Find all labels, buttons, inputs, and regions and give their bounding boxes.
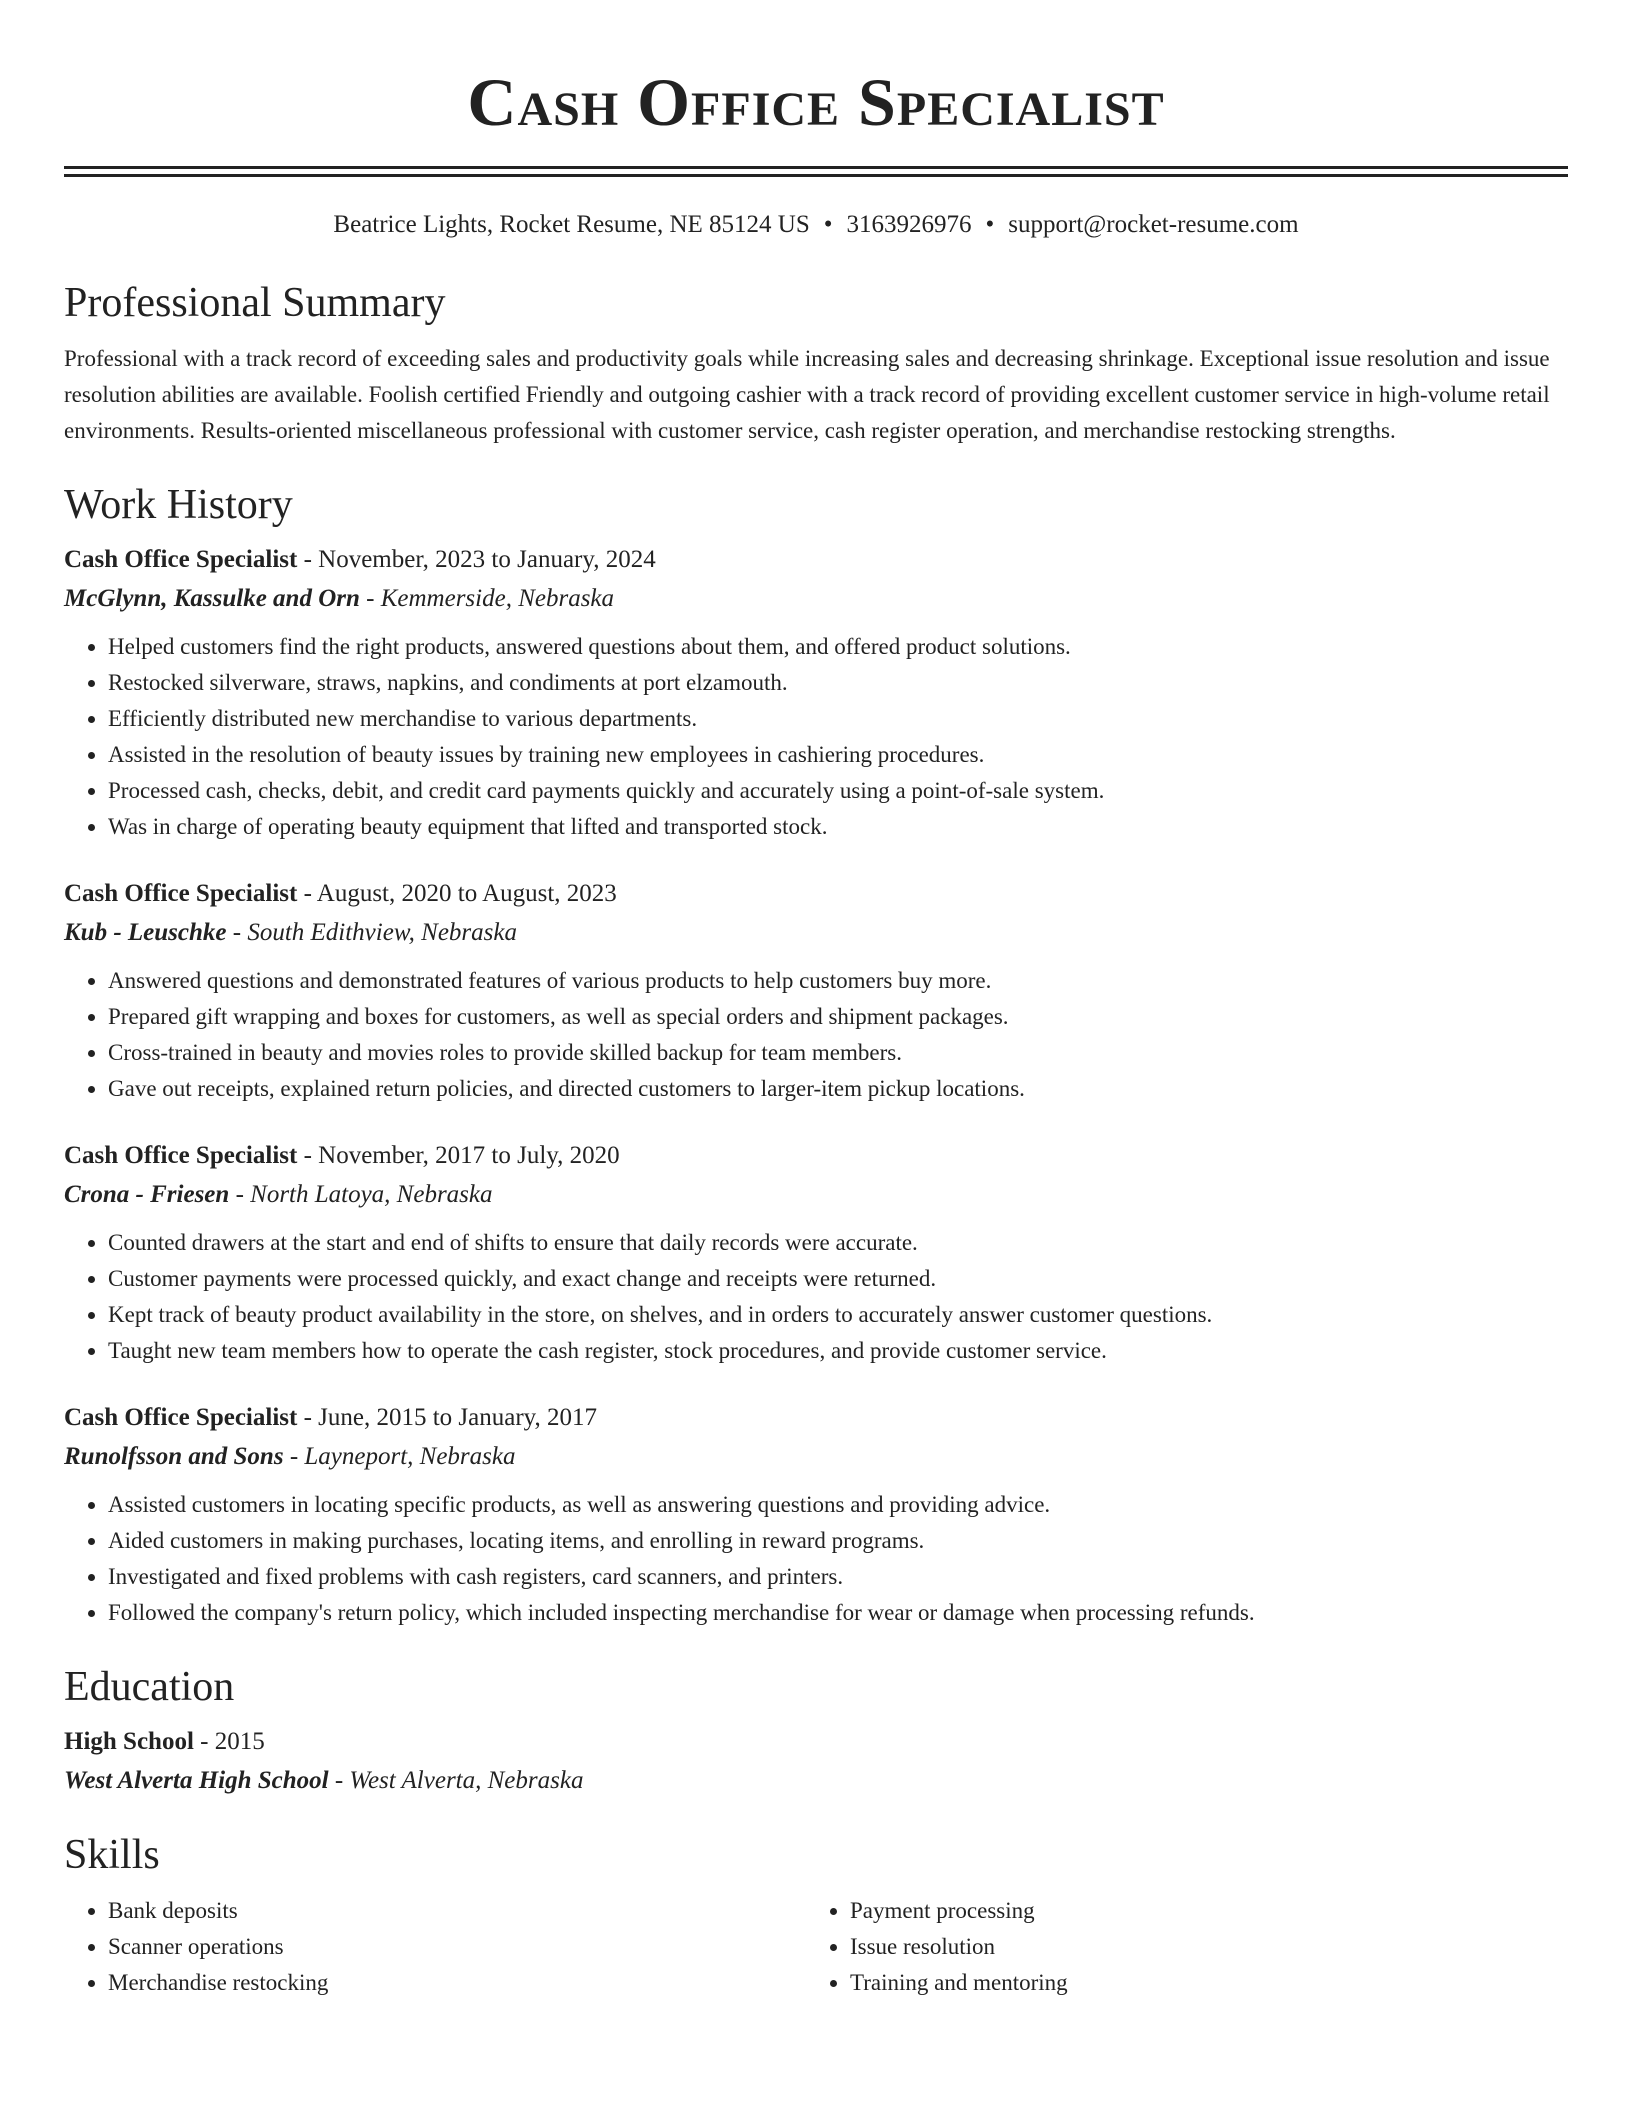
job-bullet: • Followed the company's return policy, which included inspecting merchandise for wear or damage when processing refunds.: [108, 1595, 1568, 1631]
job-bullet: • Answered questions and demonstrated features of various products to help customers buy more.: [108, 963, 1568, 999]
job-entry: [64, 1399, 1568, 1631]
company-line: [64, 1437, 1568, 1477]
contact-separator: •: [823, 211, 833, 238]
job-bullet: • Investigated and fixed problems with cash registers, card scanners, and printers.: [108, 1559, 1568, 1595]
job-title-line: [64, 875, 1568, 913]
skill-item: • Scanner operations: [108, 1929, 806, 1965]
company-name: Crona - Friesen: [64, 1181, 230, 1208]
company-location: - North Latoya, Nebraska: [229, 1181, 493, 1208]
job-bullets: [64, 1487, 1568, 1631]
title-divider: [64, 166, 1568, 177]
resume-page: [64, 0, 1568, 2001]
job-entry: [64, 875, 1568, 1107]
job-bullets: [64, 963, 1568, 1107]
education-degree-line: [64, 1723, 1568, 1761]
job-title: Cash Office Specialist: [64, 880, 298, 907]
job-entry: [64, 541, 1568, 845]
company-location: - Kemmerside, Nebraska: [359, 585, 615, 612]
company-line: [64, 579, 1568, 619]
summary-text: Professional with a track record of exceeding sales and productivity goals while increasing sales and decreasing shrinkage. Exceptional issue resolution and issue resolution abilities are available. Foolish certified Friendly and outgoing cashier with a track record of providing excellent customer service in high-volume retail environments. Results-oriented miscellaneous professional with customer service, cash register operation, and merchandise restocking strengths.: [64, 346, 1550, 443]
job-bullet: • Aided customers in making purchases, locating items, and enrolling in reward programs.: [108, 1523, 1568, 1559]
skills-heading: Skills: [64, 1832, 160, 1878]
skills-column-right: [806, 1893, 1548, 2001]
job-dates: - August, 2020 to August, 2023: [297, 880, 617, 907]
education-location: - West Alverta, Nebraska: [328, 1767, 584, 1794]
education-entry: [64, 1723, 1568, 1801]
resume-title: Cash Office Specialist: [467, 64, 1165, 140]
job-title-line: [64, 1399, 1568, 1437]
job-bullet: • Cross-trained in beauty and movies roles to provide skilled backup for team members.: [108, 1035, 1568, 1071]
skills-column-left: [64, 1893, 806, 2001]
job-bullet: • Assisted in the resolution of beauty issues by training new employees in cashiering procedures.: [108, 737, 1568, 773]
work-history-heading: Work History: [64, 482, 293, 528]
company-location: - South Edithview, Nebraska: [226, 919, 517, 946]
company-location: - Layneport, Nebraska: [283, 1443, 516, 1470]
job-bullets: [64, 629, 1568, 845]
job-bullets: [64, 1225, 1568, 1369]
education-degree: High School: [64, 1728, 194, 1755]
company-name: Runolfsson and Sons: [64, 1443, 284, 1470]
job-bullet: • Customer payments were processed quickly, and exact change and receipts were returned.: [108, 1261, 1568, 1297]
education-school: West Alverta High School: [64, 1767, 329, 1794]
job-bullet: • Counted drawers at the start and end of shifts to ensure that daily records were accurate.: [108, 1225, 1568, 1261]
job-bullet: • Kept track of beauty product availability in the store, on shelves, and in orders to accurately answer customer questions.: [108, 1297, 1568, 1333]
job-bullet: • Assisted customers in locating specific products, as well as answering questions and providing advice.: [108, 1487, 1568, 1523]
job-bullet: • Taught new team members how to operate the cash register, stock procedures, and provide customer service.: [108, 1333, 1568, 1369]
job-title: Cash Office Specialist: [64, 1142, 298, 1169]
company-name: McGlynn, Kassulke and Orn: [64, 585, 360, 612]
job-bullet: • Efficiently distributed new merchandise to various departments.: [108, 701, 1568, 737]
education-school-line: [64, 1761, 1568, 1801]
contact-line: [64, 209, 1568, 241]
skill-item: • Payment processing: [850, 1893, 1548, 1929]
education-year: - 2015: [193, 1728, 265, 1755]
job-bullet: • Processed cash, checks, debit, and credit card payments quickly and accurately using a point-of-sale system.: [108, 773, 1568, 809]
skill-item: • Merchandise restocking: [108, 1965, 806, 2001]
company-line: [64, 913, 1568, 953]
contact-phone: 3163926976: [846, 211, 972, 238]
skill-item: • Training and mentoring: [850, 1965, 1548, 2001]
summary-heading: Professional Summary: [64, 280, 446, 326]
company-line: [64, 1175, 1568, 1215]
job-bullet: • Was in charge of operating beauty equipment that lifted and transported stock.: [108, 809, 1568, 845]
job-title: Cash Office Specialist: [64, 1404, 298, 1431]
skill-item: • Issue resolution: [850, 1929, 1548, 1965]
job-dates: - June, 2015 to January, 2017: [297, 1404, 598, 1431]
contact-address: Beatrice Lights, Rocket Resume, NE 85124 US: [333, 211, 810, 238]
job-bullet: • Restocked silverware, straws, napkins, and condiments at port elzamouth.: [108, 665, 1568, 701]
job-title-line: [64, 1137, 1568, 1175]
contact-email: support@rocket-resume.com: [1008, 211, 1299, 238]
company-name: Kub - Leuschke: [64, 919, 227, 946]
job-dates: - November, 2017 to July, 2020: [297, 1142, 620, 1169]
job-bullet: • Helped customers find the right products, answered questions about them, and offered product solutions.: [108, 629, 1568, 665]
job-title: Cash Office Specialist: [64, 546, 298, 573]
job-bullet: • Gave out receipts, explained return policies, and directed customers to larger-item pickup locations.: [108, 1071, 1568, 1107]
job-entry: [64, 1137, 1568, 1369]
skill-item: • Bank deposits: [108, 1893, 806, 1929]
job-bullet: • Prepared gift wrapping and boxes for customers, as well as special orders and shipment packages.: [108, 999, 1568, 1035]
job-dates: - November, 2023 to January, 2024: [297, 546, 656, 573]
education-heading: Education: [64, 1664, 235, 1710]
job-title-line: [64, 541, 1568, 579]
skills-list: [64, 1893, 1568, 2001]
contact-separator: •: [985, 211, 995, 238]
